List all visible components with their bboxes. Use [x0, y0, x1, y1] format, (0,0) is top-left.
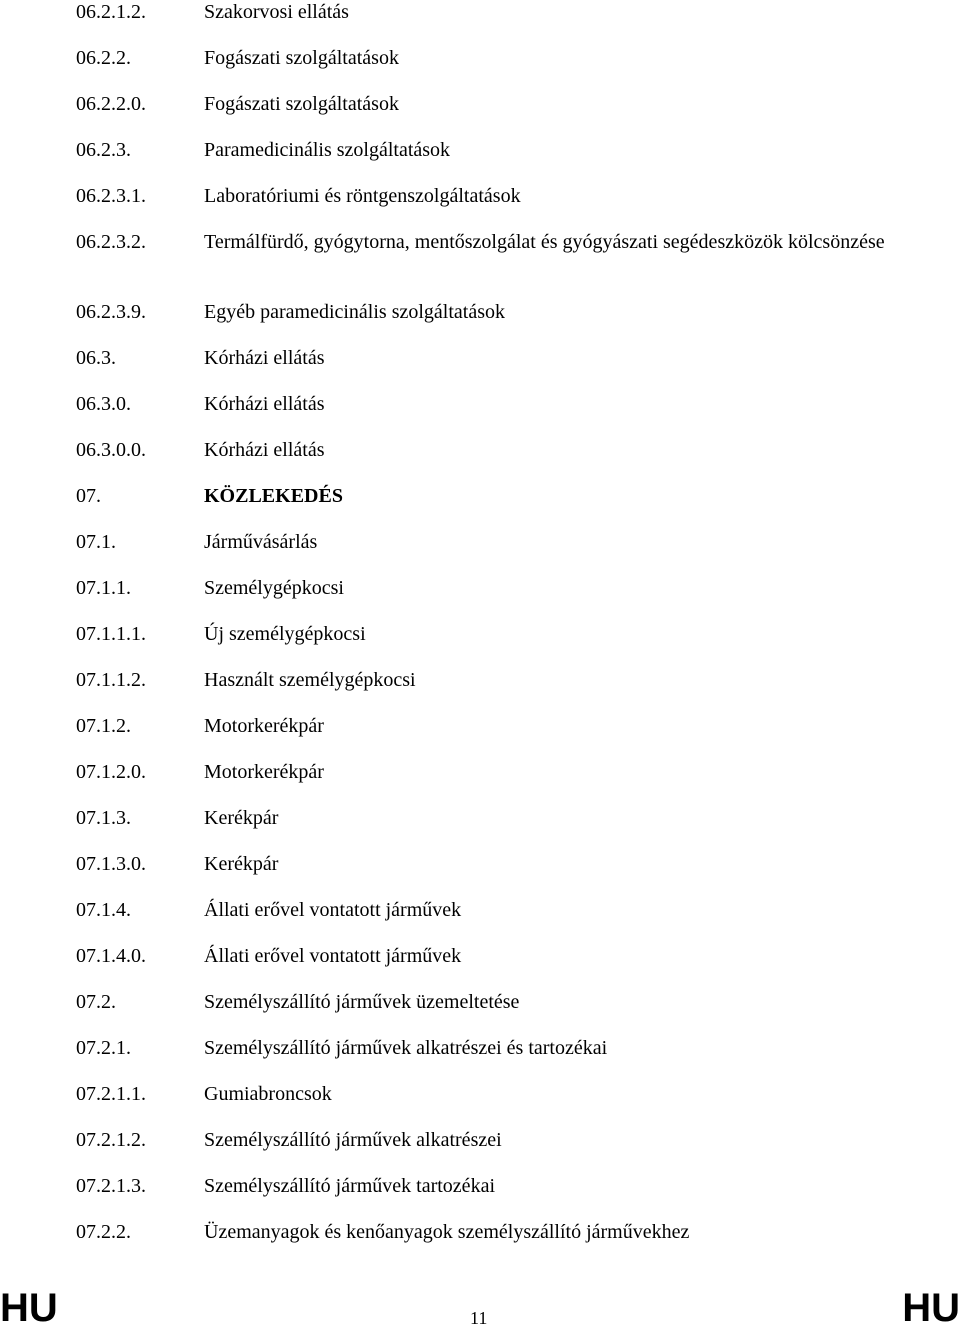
list-item: [0, 0, 960, 30]
list-item: [0, 576, 960, 606]
list-item: [0, 714, 960, 744]
item-label: Fogászati szolgáltatások: [204, 47, 399, 69]
item-label: Szakorvosi ellátás: [204, 1, 349, 23]
item-label: Új személygépkocsi: [204, 623, 366, 645]
list-item: [0, 392, 960, 422]
item-code: 07.1.: [76, 531, 116, 553]
list-item: [0, 898, 960, 928]
item-label: KÖZLEKEDÉS: [204, 485, 343, 507]
list-item: [0, 484, 960, 514]
item-code: 07.2.1.2.: [76, 1129, 146, 1151]
item-label: Kórházi ellátás: [204, 393, 325, 415]
list-item: [0, 184, 960, 214]
item-label: Laboratóriumi és röntgenszolgáltatások: [204, 185, 521, 207]
item-code: 07.1.1.1.: [76, 623, 146, 645]
list-item: [0, 438, 960, 468]
item-label: Fogászati szolgáltatások: [204, 93, 399, 115]
list-item: [0, 990, 960, 1020]
item-code: 07.1.3.0.: [76, 853, 146, 875]
item-code: 07.2.1.1.: [76, 1083, 146, 1105]
item-code: 06.2.1.2.: [76, 1, 146, 23]
item-label: Kórházi ellátás: [204, 347, 325, 369]
item-code: 06.3.0.: [76, 393, 131, 415]
item-code: 07.1.1.2.: [76, 669, 146, 691]
item-code: 06.2.3.2.: [76, 231, 146, 253]
item-label: Motorkerékpár: [204, 715, 324, 737]
item-code: 06.2.2.: [76, 47, 131, 69]
list-item: [0, 138, 960, 168]
item-label: Személyszállító járművek tartozékai: [204, 1175, 495, 1197]
item-label: Gumiabroncsok: [204, 1083, 332, 1105]
list-item: [0, 760, 960, 790]
item-code: 07.1.4.0.: [76, 945, 146, 967]
item-code: 07.1.2.0.: [76, 761, 146, 783]
list-item: [0, 1082, 960, 1112]
item-label: Személyszállító járművek alkatrészei: [204, 1129, 502, 1151]
item-code: 07.1.2.: [76, 715, 131, 737]
item-label: Személyszállító járművek üzemeltetése: [204, 991, 520, 1013]
item-label: Használt személygépkocsi: [204, 669, 416, 691]
item-label: Járművásárlás: [204, 531, 318, 553]
item-code: 07.2.: [76, 991, 116, 1013]
page-number: 11: [470, 1308, 488, 1328]
list-item: [0, 668, 960, 698]
item-code: 07.: [76, 485, 101, 507]
list-item: [0, 346, 960, 376]
list-item: [0, 92, 960, 122]
item-label: Személyszállító járművek alkatrészei és tartozékai: [204, 1037, 608, 1059]
item-code: 07.1.4.: [76, 899, 131, 921]
item-code: 06.3.0.0.: [76, 439, 146, 461]
item-code: 06.3.: [76, 347, 116, 369]
item-label: Motorkerékpár: [204, 761, 324, 783]
item-code: 07.2.2.: [76, 1221, 131, 1243]
item-label: Paramedicinális szolgáltatások: [204, 139, 451, 161]
item-label: Üzemanyagok és kenőanyagok személyszállító járművekhez: [204, 1221, 690, 1243]
item-label: Kerékpár: [204, 807, 279, 829]
item-code: 06.2.3.: [76, 139, 131, 161]
list-item: [0, 1128, 960, 1158]
footer-country-mark-right: HU: [902, 1286, 960, 1330]
item-label: Személygépkocsi: [204, 577, 344, 599]
list-item: [0, 1174, 960, 1204]
item-label: Termálfürdő, gyógytorna, mentőszolgálat és gyógyászati segédeszközök kölcsönzése: [204, 231, 885, 253]
item-code: 07.2.1.3.: [76, 1175, 146, 1197]
item-code: 06.2.2.0.: [76, 93, 146, 115]
list-item: [0, 230, 960, 284]
item-label: Kerékpár: [204, 853, 279, 875]
item-label: Állati erővel vontatott járművek: [204, 945, 462, 967]
list-item: [0, 1220, 960, 1250]
item-label: Kórházi ellátás: [204, 439, 325, 461]
list-item: [0, 46, 960, 76]
item-label: Állati erővel vontatott járművek: [204, 899, 462, 921]
list-item: [0, 944, 960, 974]
list-item: [0, 622, 960, 652]
item-code: 06.2.3.1.: [76, 185, 146, 207]
footer-country-mark-left: HU: [0, 1286, 58, 1330]
list-item: [0, 1036, 960, 1066]
item-code: 07.2.1.: [76, 1037, 131, 1059]
item-code: 07.1.1.: [76, 577, 131, 599]
list-item: [0, 852, 960, 882]
list-item: [0, 806, 960, 836]
item-code: 07.1.3.: [76, 807, 131, 829]
item-label: Egyéb paramedicinális szolgáltatások: [204, 301, 506, 323]
item-code: 06.2.3.9.: [76, 301, 146, 323]
list-item: [0, 300, 960, 330]
list-item: [0, 530, 960, 560]
